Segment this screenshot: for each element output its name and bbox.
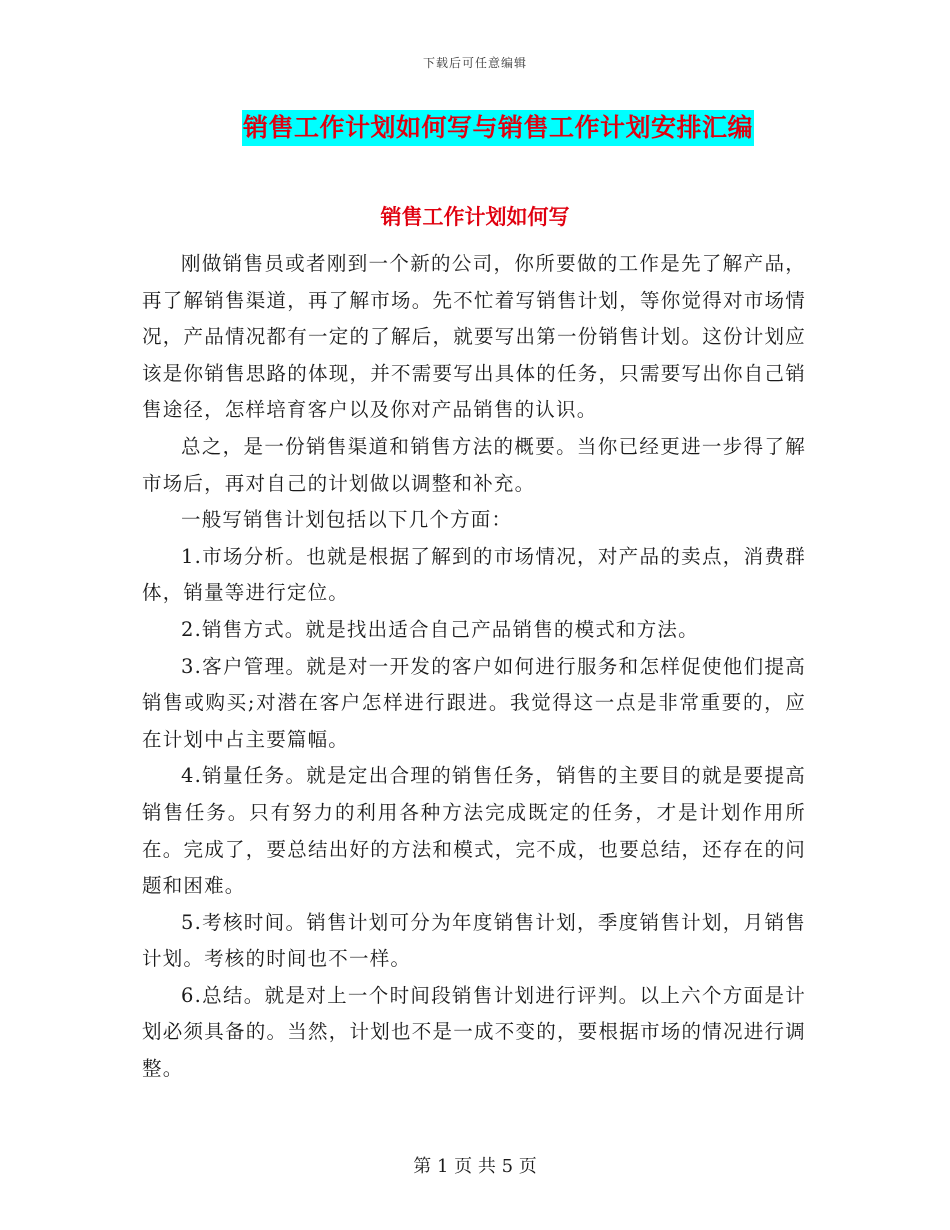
paragraph: 2.销售方式。就是找出适合自己产品销售的模式和方法。 bbox=[181, 617, 699, 641]
main-title-wrap bbox=[0, 110, 950, 146]
page-number-footer: 第 1 页 共 5 页 bbox=[413, 1156, 537, 1177]
document-title: 销售工作计划如何写与销售工作计划安排汇编 bbox=[242, 110, 754, 146]
paragraph: 4.销量任务。就是定出合理的销售任务，销售的主要目的就是要提高销售任务。只有努力的利用各种方法完成既定的任务，才是计划作用所在。完成了，要总结出好的方法和模式，完不成，也要总结，还存在的问题和困难。 bbox=[142, 764, 806, 898]
paragraph: 刚做销售员或者刚到一个新的公司，你所要做的工作是先了解产品，再了解销售渠道，再了解市场。先不忙着写销售计划，等你觉得对市场情况，产品情况都有一定的了解后，就要写出第一份销售计划。这份计划应该是你销售思路的体现，并不需要写出具体的任务，只需要写出你自己销售途径，怎样培育客户以及你对产品销售的认识。 bbox=[142, 252, 806, 422]
paragraph: 总之，是一份销售渠道和销售方法的概要。当你已经更进一步得了解市场后，再对自己的计划做以调整和补充。 bbox=[142, 434, 806, 495]
paragraph: 6.总结。就是对上一个时间段销售计划进行评判。以上六个方面是计划必须具备的。当然，计划也不是一成不变的，要根据市场的情况进行调整。 bbox=[142, 983, 806, 1081]
header-note: 下载后可任意编辑 bbox=[422, 56, 527, 70]
section-title: 销售工作计划如何写 bbox=[380, 205, 570, 229]
document-body bbox=[142, 246, 806, 1088]
paragraph: 3.客户管理。就是对一开发的客户如何进行服务和怎样促使他们提高销售或购买;对潜在客户怎样进行跟进。我觉得这一点是非常重要的，应在计划中占主要篇幅。 bbox=[142, 654, 806, 751]
paragraph: 1.市场分析。也就是根据了解到的市场情况，对产品的卖点，消费群体，销量等进行定位。 bbox=[142, 544, 806, 605]
paragraph: 5.考核时间。销售计划可分为年度销售计划，季度销售计划，月销售计划。考核的时间也不一样。 bbox=[142, 910, 806, 971]
paragraph: 一般写销售计划包括以下几个方面： bbox=[181, 508, 513, 532]
